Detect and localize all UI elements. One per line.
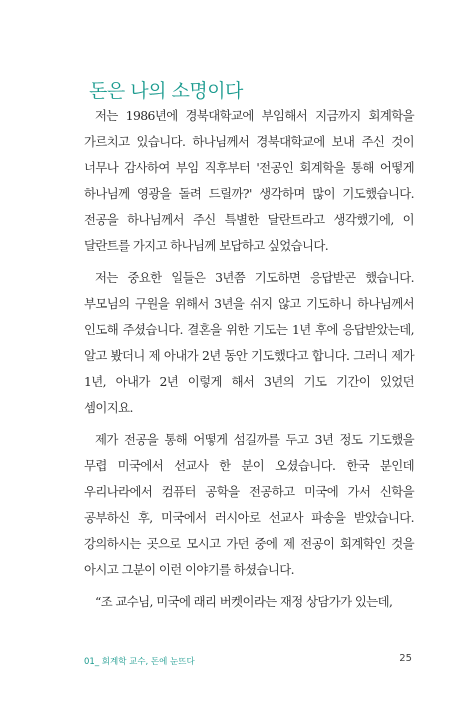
page-number: 25 [399,653,412,664]
body-text [84,103,414,615]
running-footer-title: 01_ 회계학 교수, 돈에 눈뜨다 [84,657,195,667]
paragraph: 저는 1986년에 경북대학교에 부임해서 지금까지 회계학을 가르치고 있습니다. 하나님께서 경북대학교에 보내 주신 것이 너무나 감사하여 부임 직후부터 '전공인 회계학을 통해 어떻게 하나님께 영광을 돌려 드릴까?' 생각하며 많이 기도했습니다. 전공을 하나님께서 주신 특별한 달란트라고 생각했기에, 이 달란트를 가지고 하나님께 보답하고 싶었습니다. [84,108,414,253]
paragraph: 저는 중요한 일들은 3년쯤 기도하면 응답받곤 했습니다. 부모님의 구원을 위해서 3년을 쉬지 않고 기도하니 하나님께서 인도해 주셨습니다. 결혼을 위한 기도는 1년 후에 응답받았는데, 알고 봤더니 제 아내가 2년 동안 기도했다고 합니다. 그러니 제가 1년, 아내가 2년 이렇게 해서 3년의 기도 기간이 있었던 셈이지요. [84,270,414,415]
section-title: 돈은 나의 소명이다 [89,79,243,102]
paragraph: “조 교수님, 미국에 래리 버켓이라는 재정 상담가가 있는데, [95,594,393,609]
paragraph: 제가 전공을 통해 어떻게 섬길까를 두고 3년 정도 기도했을 무렵 미국에서 선교사 한 분이 오셨습니다. 한국 분인데 우리나라에서 컴퓨터 공학을 전공하고 미국에 가서 신학을 공부하신 후, 미국에서 러시아로 선교사 파송을 받았습니다. 강의하시는 곳으로 모시고 가던 중에 제 전공이 회계학인 것을 아시고 그분이 이런 이야기를 하셨습니다. [84,432,414,577]
